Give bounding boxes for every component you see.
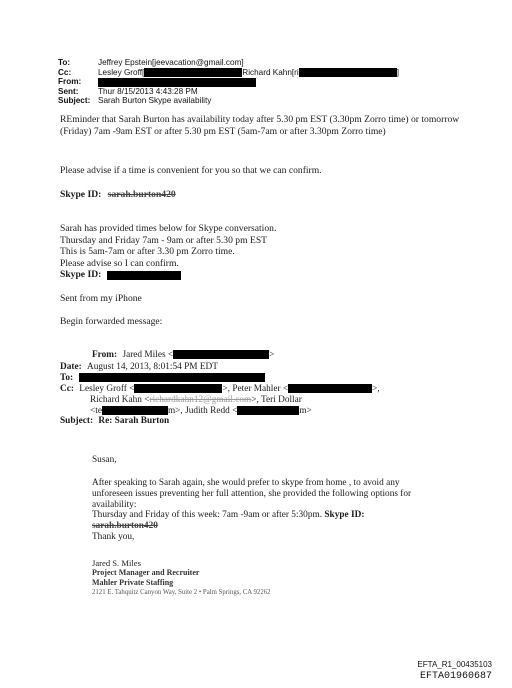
signature-name: Jared S. Miles: [92, 558, 141, 568]
fwd-cc-line-2: [60, 395, 380, 406]
fwd-cc-l2b: richardkahn12@gmail.com: [149, 394, 252, 405]
redaction-box: [173, 350, 269, 359]
fwd-to-label: To:: [60, 373, 74, 383]
email-body: [60, 114, 460, 137]
fwd-cc-l3b: m>, Judith Redd <: [167, 405, 238, 416]
fwd-cc-l2c: >, Teri Dollar: [251, 394, 302, 405]
skype-id-label-2: Skype ID:: [60, 269, 102, 281]
times-line-4: Please advise so I can confirm.: [60, 257, 179, 269]
sent-from-text: Sent from my iPhone: [60, 293, 142, 304]
message-times: [92, 510, 432, 521]
fwd-date-row: [60, 362, 218, 373]
skype-id-value: sarah.burton420: [107, 189, 176, 200]
redaction-box: [107, 271, 181, 280]
redaction-box: [79, 373, 265, 382]
greeting-text: Susan,: [92, 455, 117, 465]
message-paragraph: After speaking to Sarah again, she would prefer to skype from home , to avoid any unforeseen issues preventing her full attention, she provided the following options for availability:: [92, 478, 412, 510]
message-thanks: Thank you,: [92, 531, 135, 542]
fwd-cc-line-1: [60, 384, 380, 395]
redaction-box: [98, 78, 256, 87]
message-skype-line: [92, 521, 432, 532]
skype-id-line: [60, 189, 176, 201]
redaction-box: [144, 68, 242, 77]
reminder-paragraph: REminder that Sarah Burton has availability today after 5.30 pm EST (3.30pm Zorro time) or tomorrow (Friday) 7am -9am EST or after 5.30 pm EST (5am-7am or after 3.30pm Zorro time): [60, 114, 460, 137]
fwd-from-label: From:: [92, 350, 118, 360]
begin-forwarded-line: [60, 316, 162, 328]
cc-value-b: Richard Kahn[ri: [242, 67, 299, 77]
fwd-message-body: [92, 478, 432, 543]
to-row: [58, 58, 399, 68]
message-times-text: Thursday and Friday of this week: 7am -9am or after 5:30pm.: [92, 510, 323, 521]
fwd-cc-l1c: >,: [372, 384, 380, 394]
redaction-box: [288, 384, 372, 393]
sent-from-line: [60, 293, 142, 305]
fwd-cc-line-3: [60, 406, 380, 417]
skype-id-line-2: [60, 269, 276, 281]
begin-forwarded-text: Begin forwarded message:: [60, 316, 163, 327]
to-label: To:: [58, 58, 71, 67]
sent-row: [58, 87, 399, 97]
redaction-box: [299, 68, 397, 77]
times-block: [60, 223, 276, 281]
fwd-cc-label: Cc:: [60, 384, 74, 394]
fwd-from-value: Jared Miles <: [122, 350, 174, 360]
cc-row: [58, 68, 399, 78]
message-skype-value: sarah.burton420: [92, 521, 158, 532]
subject-label: Subject:: [58, 96, 91, 106]
cc-label: Cc:: [58, 67, 72, 77]
fwd-to-row: [60, 373, 265, 384]
redaction-box: [102, 406, 168, 415]
cc-value-a: Lesley Groff[: [98, 67, 145, 77]
subject-value: Sarah Burton Skype availability: [98, 96, 212, 106]
fwd-cc-l2a: Richard Kahn <: [90, 394, 150, 405]
sent-value: Thur 8/15/2013 4:43:28 PM: [98, 86, 198, 96]
times-line-1: Sarah has provided times below for Skype conversation.: [60, 223, 277, 234]
message-skype-label: Skype ID:: [324, 510, 365, 521]
fwd-date-value: August 14, 2013, 8:01:54 PM EDT: [87, 362, 218, 372]
fwd-subject-label: Subject:: [60, 416, 94, 427]
fwd-cc-l1b: >, Peter Mahler <: [222, 384, 289, 394]
times-line-2: Thursday and Friday 7am - 9am or after 5.30 pm EST: [60, 234, 268, 246]
efta-reference-large: EFTA01960687: [419, 671, 492, 682]
fwd-cc-l3a: <te: [90, 405, 102, 416]
redaction-box: [237, 406, 299, 415]
signature-company: Mahler Private Staffing: [92, 578, 174, 587]
fwd-from-row: [92, 350, 274, 361]
efta-reference-small: EFTA_R1_00435103: [417, 660, 492, 669]
skype-id-label: Skype ID:: [60, 189, 102, 200]
fwd-from-close: >: [269, 350, 275, 360]
fwd-greeting: [92, 455, 117, 466]
redaction-box: [134, 384, 222, 393]
from-label: From:: [58, 77, 82, 87]
subject-row: [58, 96, 399, 106]
advise-line: [60, 165, 322, 177]
fwd-subject-line: [60, 416, 380, 427]
cc-value-c: ]: [396, 67, 399, 77]
signature-title: Project Manager and Recruiter: [92, 568, 200, 577]
fwd-cc-l1a: Lesley Groff <: [79, 384, 135, 394]
times-line-3: This is 5am-7am or after 3.30 pm Zorro time.: [60, 246, 235, 258]
signature-address: 2121 E. Tahquitz Canyon Way, Suite 2 • Palm Springs, CA 92262: [92, 589, 271, 596]
fwd-cc-block: [60, 384, 380, 427]
advise-text: Please advise if a time is convenient for you so that we can confirm.: [60, 165, 322, 176]
sent-label: Sent:: [58, 86, 79, 96]
to-value: Jeffrey Epstein[jeevacation@gmail.com]: [98, 58, 244, 67]
signature-block: [92, 558, 271, 598]
fwd-subject-value: Re: Sarah Burton: [98, 416, 170, 427]
fwd-date-label: Date:: [60, 362, 82, 372]
fwd-cc-l3c: m>: [299, 405, 312, 416]
